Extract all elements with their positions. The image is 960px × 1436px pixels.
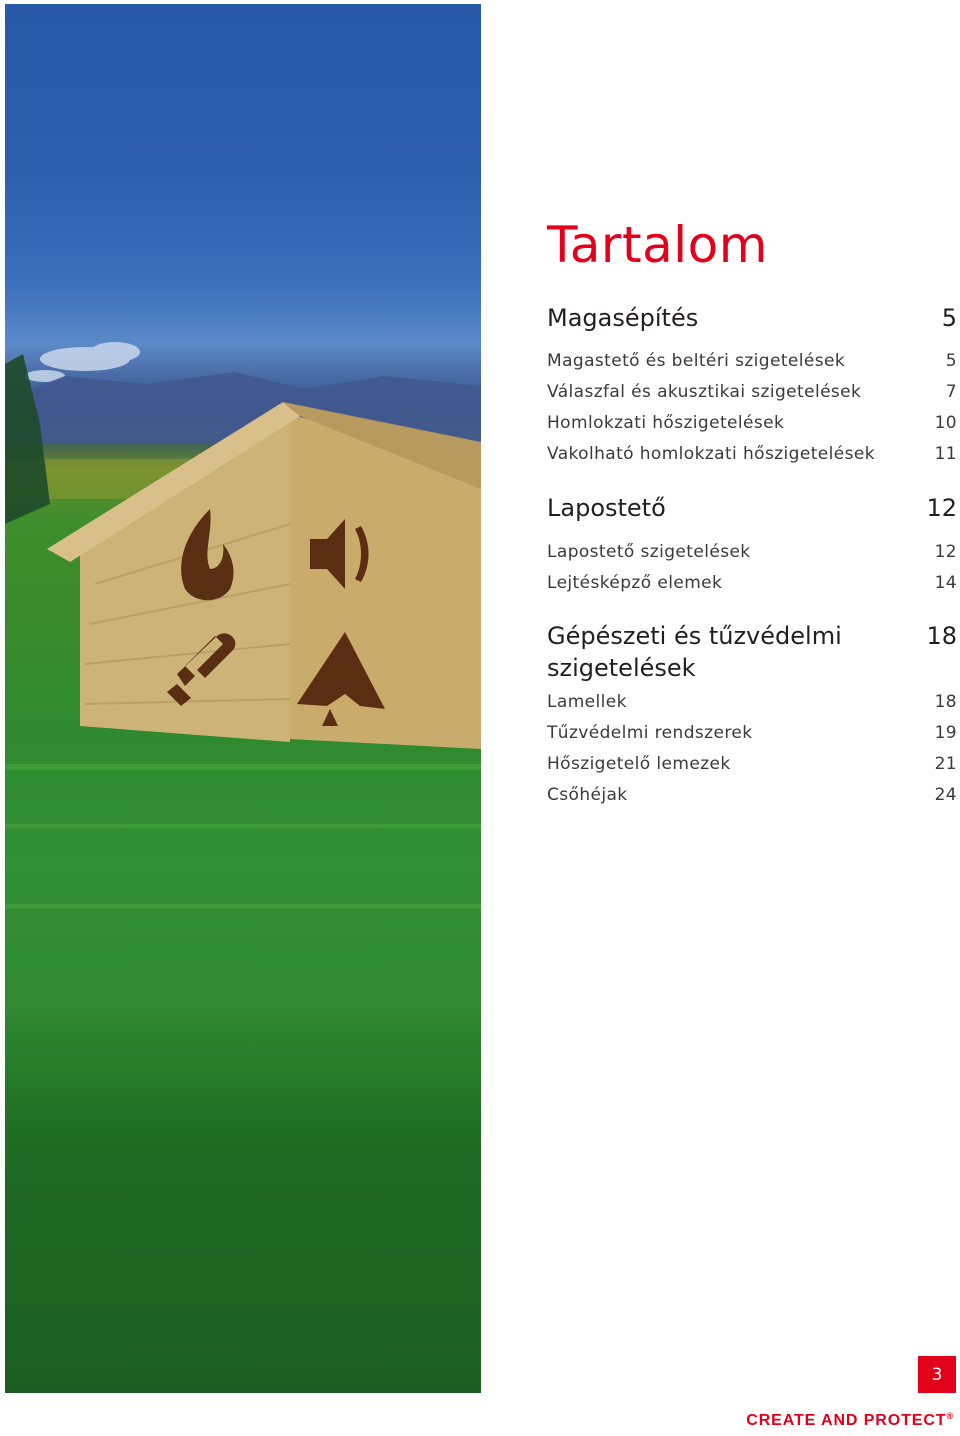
tagline-text: CREATE AND PROTECT bbox=[746, 1412, 947, 1429]
toc-item-page: 5 bbox=[945, 351, 957, 371]
toc-item-label: Vakolható homlokzati hőszigetelések bbox=[547, 444, 875, 464]
toc-item[interactable] bbox=[547, 752, 957, 776]
brand-tagline bbox=[746, 1412, 954, 1430]
toc-item-label: Lapostető szigetelések bbox=[547, 542, 751, 562]
toc-item-label: Lejtésképző elemek bbox=[547, 573, 723, 593]
toc-item-page: 10 bbox=[934, 413, 957, 433]
toc-item-label: Magastető és beltéri szigetelések bbox=[547, 351, 846, 371]
toc-item[interactable] bbox=[547, 349, 957, 373]
toc-item[interactable] bbox=[547, 540, 957, 564]
cloud-shapes bbox=[25, 342, 140, 382]
page-number: 3 bbox=[931, 1364, 943, 1385]
toc-title: Tartalom bbox=[547, 216, 768, 274]
toc-item[interactable] bbox=[547, 571, 957, 595]
toc-item-label: Homlokzati hőszigetelések bbox=[547, 413, 785, 433]
toc-item-label: Lamellek bbox=[547, 692, 627, 712]
toc-item-page: 24 bbox=[934, 785, 957, 805]
toc-section-magasepites[interactable] bbox=[547, 302, 957, 334]
toc-item-page: 18 bbox=[934, 692, 957, 712]
toc-item[interactable] bbox=[547, 380, 957, 404]
page-number-badge bbox=[918, 1356, 956, 1393]
toc-item[interactable] bbox=[547, 442, 957, 466]
toc-item-label: Hőszigetelő lemezek bbox=[547, 754, 731, 774]
toc-section-lapostető[interactable] bbox=[547, 492, 957, 524]
toc-item-page: 7 bbox=[945, 382, 957, 402]
toc-item-page: 14 bbox=[934, 573, 957, 593]
toc-item-page: 21 bbox=[934, 754, 957, 774]
toc-item-label: Csőhéjak bbox=[547, 785, 628, 805]
toc-section-page: 12 bbox=[926, 494, 957, 522]
toc-section-label: Magasépítés bbox=[547, 304, 699, 332]
toc-item[interactable] bbox=[547, 783, 957, 807]
toc-item[interactable] bbox=[547, 411, 957, 435]
house-shape bbox=[47, 402, 481, 749]
toc-section-label: Lapostető bbox=[547, 494, 666, 522]
house-illustration bbox=[5, 4, 481, 1393]
toc-item-page: 11 bbox=[934, 444, 957, 464]
toc-item-label: Válaszfal és akusztikai szigetelések bbox=[547, 382, 862, 402]
toc-item[interactable] bbox=[547, 690, 957, 714]
toc-item-page: 19 bbox=[934, 723, 957, 743]
toc-item-page: 12 bbox=[934, 542, 957, 562]
toc-section-page: 18 bbox=[926, 622, 957, 650]
toc-section-page: 5 bbox=[941, 304, 957, 332]
toc-section-label: Gépészeti és tűzvédelmi szigetelések bbox=[547, 622, 842, 682]
toc-item-label: Tűzvédelmi rendszerek bbox=[547, 723, 753, 743]
toc-section-gepeszeti[interactable] bbox=[547, 620, 957, 684]
cover-photo bbox=[5, 4, 481, 1393]
registered-mark: ® bbox=[946, 1411, 954, 1421]
toc-item[interactable] bbox=[547, 721, 957, 745]
